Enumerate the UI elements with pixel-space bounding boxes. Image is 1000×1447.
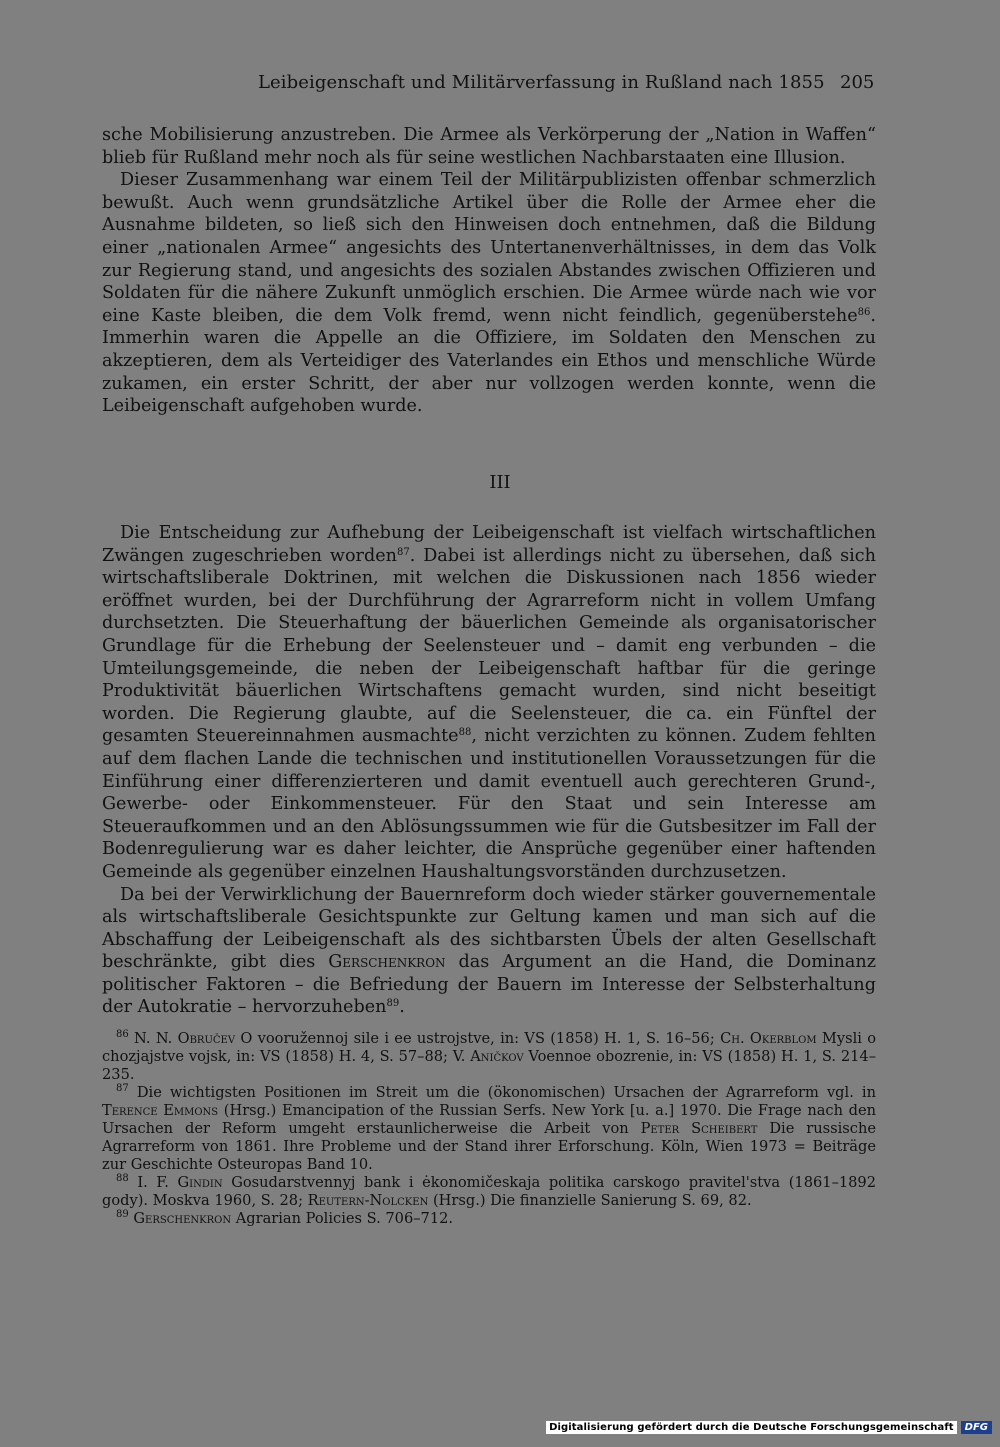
footnote-marker: 86 <box>857 306 871 318</box>
paragraph: Die Entscheidung zur Aufhebung der Leibeigenschaft ist vielfach wirtschaftlichen Zwängen zugeschrieben worden$^{87}$. Dabei ist allerdings nicht zu übersehen, daß sich wirtschaftsliberale Doktrinen, mit welchen die Diskussionen nach 1856 wieder eröffnet wurden, bei der Durchführung der Agrarreform nicht in vollem Umfang durchsetzten. Die Steuerhaftung der bäuerlichen Gemeinde als organisatorischer Grundlage für die Erhebung der Seelensteuer und – damit eng verbunden – die Umteilungsgemeinde, die neben der Leibeigenschaft haftbar für die geringe Produktivität bäuerlichen Wirtschaftens gemacht wurden, sind nicht beseitigt worden. Die Regierung glaubte, auf die Seelensteuer, die ca. ein Fünftel der gesamten Steuereinnahmen ausmachte$^{88}$, nicht verzichten zu können. Zudem fehlten auf dem flachen Lande die technischen und institutionellen Voraussetzungen für die Einführung einer differenzierteren und damit eventuell auch gerechteren Grund-, Gewerbe- oder Einkommensteuer. Für den Staat und sein Interesse am Steueraufkommen und an den Ablösungssummen wie für die Gutsbesitzer im Fall der Bodenregulierung war es daher leichter, die Ansprüche gegenüber einer haftenden Gemeinde als gegenüber einzelnen Haushaltungsvorständen durchzusetzen. <box>102 523 876 882</box>
footnote-marker: 87 <box>396 546 410 558</box>
footnote-marker: 89 <box>386 998 400 1010</box>
section-1-text <box>102 124 876 418</box>
paragraph: sche Mobilisierung anzustreben. Die Armee als Verkörperung der „Nation in Waffen“ blieb für Rußland mehr noch als für seine westlichen Nachbarstaaten eine Illusion. <box>102 125 876 168</box>
page-header <box>0 72 1000 98</box>
paragraph: Da bei der Verwirklichung der Bauernreform doch wieder stärker gouvernementale als wirtschaftsliberale Gesichtspunkte zur Geltung kamen und man sich auf die Abschaffung der Leibeigenschaft als des sichtbarsten Übels der alten Gesellschaft beschränkte, gibt dies Gerschenkron das Argument an die Hand, die Dominanz politischer Faktoren – die Befriedung der Bauern im Interesse der Selbsterhaltung der Autokratie – hervorzuheben$^{89}$. <box>102 884 876 1018</box>
funding-notice: Digitalisierung gefördert durch die Deutsche Forschungsgemeinschaft <box>546 1421 957 1434</box>
digitization-footer <box>546 1419 992 1435</box>
section-2-text <box>102 522 876 1019</box>
footnote-86: $^{86}$ N. N. Obručev O vooružennoj sile i ee ustrojstve, in: VS (1858) H. 1, S. 16–56; Ch. Okerblom Mysli o chozjajstve vojsk, in: VS (1858) H. 4, S. 57–88; V. Aničkov Voennoe obozrenie, in: VS (1858) H. 1, S. 214–235. <box>102 1029 877 1083</box>
footnote-marker: 88 <box>458 727 472 739</box>
footnote-87: $^{87}$ Die wichtigsten Positionen im Streit um die (ökonomischen) Ursachen der Agrarreform vgl. in Terence Emmons (Hrsg.) Emancipation of the Russian Serfs. New York [u. a.] 1970. Die Frage nach den Ursachen der Reform umgeht erstaunlicherweise die Arbeit von Peter Scheibert Die russische Agrarreform von 1861. Ihre Probleme und der Stand ihrer Erforschung. Köln, Wien 1973 = Beiträge zur Geschichte Osteuropas Band 10. <box>102 1083 876 1173</box>
running-title: Leibeigenschaft und Militärverfassung in Rußland nach 1855 <box>258 72 825 93</box>
footnote-89: $^{89}$ Gerschenkron Agrarian Policies S. 706–712. <box>116 1209 454 1227</box>
section-heading: III <box>489 472 511 493</box>
footnote-88: $^{88}$ I. F. Gindin Gosudarstvennyj bank i ėkonomičeskaja politika carskogo pravitel'stva (1861–1892 gody). Moskva 1960, S. 28; Reutern-Nolcken (Hrsg.) Die finanzielle Sanierung S. 69, 82. <box>102 1173 877 1209</box>
paragraph: Dieser Zusammenhang war einem Teil der Militärpublizisten offenbar schmerzlich bewußt. Auch wenn grundsätzliche Artikel über die Rolle der Armee eher die Ausnahme bildeten, so ließ sich den Hinweisen doch entnehmen, daß die Bildung einer „nationalen Armee“ angesichts des Untertanenverhältnisses, in dem das Volk zur Regierung stand, und angesichts des sozialen Abstandes zwischen Offizieren und Soldaten für die nähere Zukunft unmöglich erschien. Die Armee würde nach wie vor eine Kaste bleiben, die dem Volk fremd, wenn nicht feindlich, gegenüberstehe$^{86}$. Immerhin waren die Appelle an die Offiziere, im Soldaten den Menschen zu akzeptieren, dem als Verteidiger des Vaterlandes ein Ethos und menschliche Würde zukamen, ein erster Schritt, der aber nur vollzogen werden konnte, wenn die Leibeigenschaft aufgehoben wurde. <box>102 170 876 417</box>
author-name: Gerschenkron <box>328 952 446 973</box>
dfg-logo: DFG <box>961 1421 992 1434</box>
footnotes <box>102 1030 876 1228</box>
page-number: 205 <box>840 72 875 93</box>
